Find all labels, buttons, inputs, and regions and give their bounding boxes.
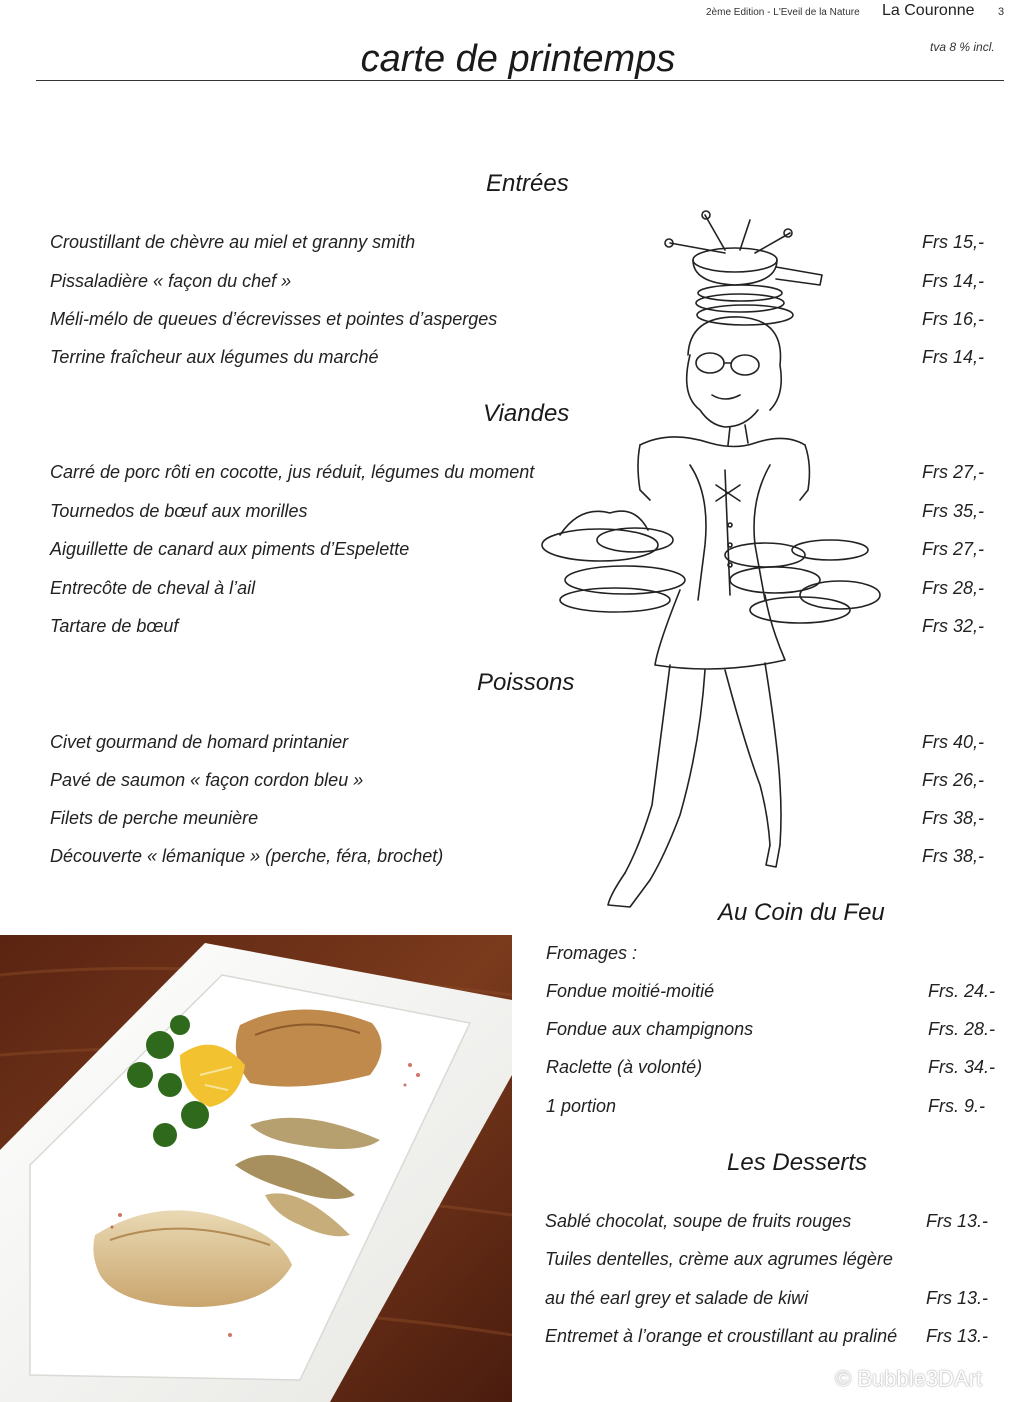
fish-dish-photo <box>0 935 512 1402</box>
copyright-watermark: © Bubble3DArt <box>835 1366 983 1391</box>
menu-item-price: Frs 40,- <box>922 732 985 752</box>
page-title: carte de printemps <box>360 38 676 80</box>
subsection-label-fromages: Fromages : <box>546 943 638 963</box>
section-heading-entrees: Entrées <box>486 170 569 197</box>
section-heading-poissons: Poissons <box>477 669 575 696</box>
menu-item-name: Pavé de saumon « façon cordon bleu » <box>50 770 364 790</box>
restaurant-name: La Couronne <box>882 2 975 19</box>
menu-item-price: Frs. 9.- <box>928 1096 985 1116</box>
menu-item-name: Carré de porc rôti en cocotte, jus réduit, légumes du moment <box>50 462 535 482</box>
menu-item-price: Frs. 34.- <box>928 1057 996 1077</box>
menu-item-name: Terrine fraîcheur aux légumes du marché <box>50 347 379 367</box>
menu-item-name: Entremet à l’orange et croustillant au praliné <box>545 1326 898 1346</box>
menu-item-name: Méli-mélo de queues d’écrevisses et pointes d’asperges <box>50 309 498 329</box>
menu-item-price: Frs 38,- <box>922 846 985 866</box>
menu-item-name: Tuiles dentelles, crème aux agrumes légère <box>545 1249 893 1269</box>
menu-item-name: Civet gourmand de homard printanier <box>50 732 349 752</box>
menu-item-price: Frs 13.- <box>926 1326 989 1346</box>
menu-item-name: Pissaladière « façon du chef » <box>50 271 292 291</box>
menu-item-name: Croustillant de chèvre au miel et granny smith <box>50 232 416 252</box>
section-heading-viandes: Viandes <box>483 400 570 427</box>
menu-item-name: Fondue moitié-moitié <box>546 981 715 1001</box>
menu-item-name: 1 portion <box>546 1096 617 1116</box>
section-heading-desserts: Les Desserts <box>727 1149 868 1176</box>
menu-item-name: Entrecôte de cheval à l’ail <box>50 578 256 598</box>
menu-item-price: Frs 14,- <box>922 271 985 291</box>
menu-item-name: Tournedos de bœuf aux morilles <box>50 501 308 521</box>
menu-item-price: Frs. 24.- <box>928 981 996 1001</box>
menu-item-price: Frs 27,- <box>922 539 985 559</box>
menu-item-price: Frs 38,- <box>922 808 985 828</box>
menu-item-price: Frs 13.- <box>926 1288 989 1308</box>
tva-note: tva 8 % incl. <box>930 40 995 54</box>
section-heading-coin-du-feu: Au Coin du Feu <box>718 899 885 926</box>
menu-item-name: Découverte « lémanique » (perche, féra, brochet) <box>50 846 444 866</box>
waitress-illustration <box>540 205 890 925</box>
menu-item-name: Aiguillette de canard aux piments d’Espelette <box>50 539 410 559</box>
menu-item-name: au thé earl grey et salade de kiwi <box>545 1288 809 1308</box>
page-number: 3 <box>998 6 1005 18</box>
menu-item-price: Frs 14,- <box>922 347 985 367</box>
menu-item-name: Tartare de bœuf <box>50 616 179 636</box>
menu-item-name: Sablé chocolat, soupe de fruits rouges <box>545 1211 852 1231</box>
menu-item-price: Frs 16,- <box>922 309 985 329</box>
menu-item-name: Fondue aux champignons <box>546 1019 754 1039</box>
menu-item-price: Frs 26,- <box>922 770 985 790</box>
menu-item-price: Frs 15,- <box>922 232 985 252</box>
menu-item-price: Frs 27,- <box>922 462 985 482</box>
menu-item-price: Frs 32,- <box>922 616 985 636</box>
header-divider <box>36 80 1004 81</box>
menu-item-name: Filets de perche meunière <box>50 808 259 828</box>
edition-label: 2ème Edition - L'Eveil de la Nature <box>706 7 860 18</box>
menu-item-price: Frs 28,- <box>922 578 985 598</box>
menu-item-price: Frs. 28.- <box>928 1019 996 1039</box>
menu-item-name: Raclette (à volonté) <box>546 1057 703 1077</box>
menu-item-price: Frs 35,- <box>922 501 985 521</box>
menu-item-price: Frs 13.- <box>926 1211 989 1231</box>
